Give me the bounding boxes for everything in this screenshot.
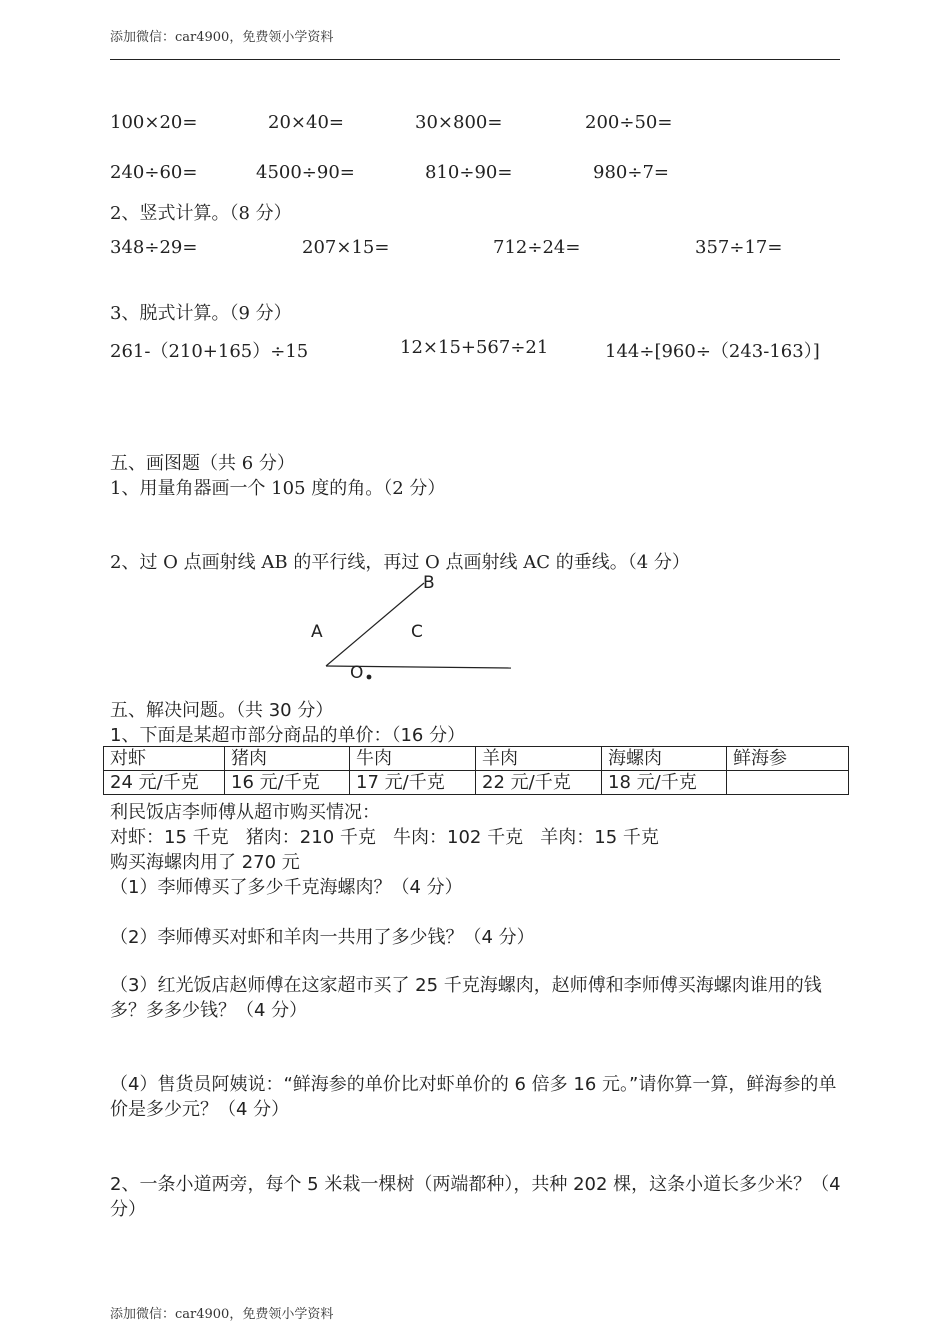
sub-question-1: （1）李师傅买了多少千克海螺肉？（4 分） <box>110 877 463 898</box>
table-cell <box>727 771 849 795</box>
table-cell: 24 元/千克 <box>104 771 225 795</box>
problems-section-title: 五、解决问题。（共 30 分） <box>110 700 334 721</box>
table-cell: 牛肉 <box>350 747 476 771</box>
drawing-q1: 1、用量角器画一个 105 度的角。（2 分） <box>110 478 446 499</box>
table-cell: 猪肉 <box>225 747 350 771</box>
oral-calc-3: 30×800= <box>415 112 503 133</box>
vertical-calc-1: 348÷29= <box>110 237 198 258</box>
purchase-line: 对虾：15 千克 猪肉：210 千克 牛肉：102 千克 羊肉：15 千克 <box>110 827 659 848</box>
table-row <box>104 747 849 771</box>
oral-calc-6: 4500÷90= <box>256 162 355 183</box>
oral-calc-8: 980÷7= <box>593 162 669 183</box>
ray-ab <box>326 583 424 666</box>
vertical-calc-3: 712÷24= <box>493 237 581 258</box>
table-cell: 羊肉 <box>476 747 602 771</box>
step-calc-1: 261-（210+165）÷15 <box>110 341 309 362</box>
sub-question-3: （3）红光饭店赵师傅在这家超市买了 25 千克海螺肉，赵师傅和李师傅买海螺肉谁用的钱多？多多少钱？（4 分） <box>110 975 822 1021</box>
oral-calc-1: 100×20= <box>110 112 198 133</box>
table-row <box>104 771 849 795</box>
oral-calc-7: 810÷90= <box>425 162 513 183</box>
oral-calc-5: 240÷60= <box>110 162 198 183</box>
sub-question-4: （4）售货员阿姨说：“鲜海参的单价比对虾单价的 6 倍多 16 元。”请你算一算，鲜海参的单价是多少元？（4 分） <box>110 1074 837 1120</box>
vertical-calc-4: 357÷17= <box>695 237 783 258</box>
problem-1-title: 1、下面是某超市部分商品的单价：（16 分） <box>110 725 466 746</box>
table-cell: 18 元/千克 <box>602 771 727 795</box>
table-cell: 对虾 <box>104 747 225 771</box>
oral-calc-4: 200÷50= <box>585 112 673 133</box>
table-cell: 海螺肉 <box>602 747 727 771</box>
table-cell: 16 元/千克 <box>225 771 350 795</box>
step-calc-2: 12×15+567÷21 <box>400 337 549 358</box>
step-calc-title: 3、脱式计算。（9 分） <box>110 303 292 324</box>
label-b: B <box>423 573 435 593</box>
label-o: O <box>350 663 364 683</box>
vertical-calc-2: 207×15= <box>302 237 390 258</box>
table-cell: 鲜海参 <box>727 747 849 771</box>
drawing-q2: 2、过 O 点画射线 AB 的平行线，再过 O 点画射线 AC 的垂线。（4 分） <box>110 552 690 573</box>
drawing-section-title: 五、画图题（共 6 分） <box>110 453 295 474</box>
vertical-calc-title: 2、竖式计算。（8 分） <box>110 203 292 224</box>
page-header: 添加微信：car4900，免费领小学资料 <box>110 30 334 45</box>
label-a: A <box>311 622 323 642</box>
step-calc-3: 144÷[960÷（243-163）] <box>605 341 820 362</box>
page-footer: 添加微信：car4900，免费领小学资料 <box>110 1307 334 1322</box>
sub-question-2: （2）李师傅买对虾和羊肉一共用了多少钱？（4 分） <box>110 927 535 948</box>
table-cell: 22 元/千克 <box>476 771 602 795</box>
point-o-dot <box>367 675 372 680</box>
oral-calc-2: 20×40= <box>268 112 344 133</box>
label-c: C <box>411 622 423 642</box>
price-table <box>103 746 849 795</box>
table-cell: 17 元/千克 <box>350 771 476 795</box>
purchase-intro: 利民饭店李师傅从超市购买情况： <box>110 802 380 823</box>
purchase-conch: 购买海螺肉用了 270 元 <box>110 852 300 873</box>
problem-2: 2、一条小道两旁，每个 5 米栽一棵树（两端都种），共种 202 棵，这条小道长多少米？（4 分） <box>110 1174 841 1220</box>
